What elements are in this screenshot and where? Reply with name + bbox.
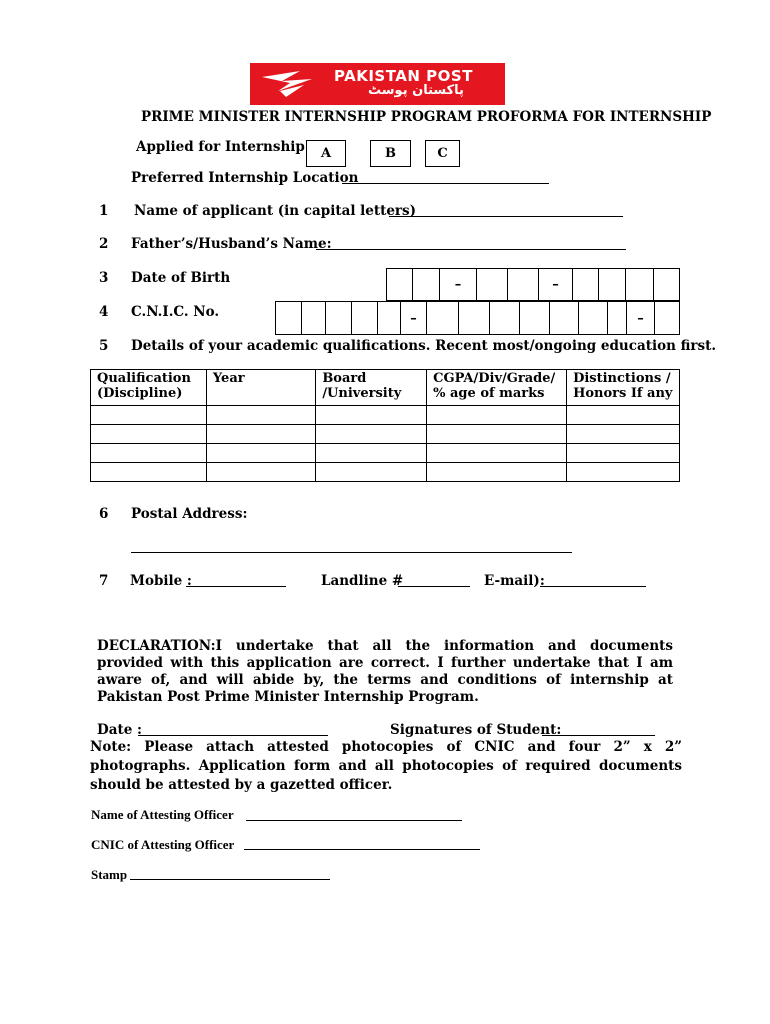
father-name-input-line[interactable] bbox=[316, 249, 626, 250]
attesting-cnic-label: CNIC of Attesting Officer bbox=[91, 837, 235, 852]
dob-digit-box[interactable] bbox=[653, 268, 680, 301]
header-cgpa: CGPA/Div/Grade/ % age of marks bbox=[427, 370, 567, 406]
date-label: Date : bbox=[97, 722, 142, 738]
field-number-4: 4 bbox=[99, 304, 109, 320]
table-cell[interactable] bbox=[206, 406, 315, 425]
father-name-label: Father’s/Husband’s Name: bbox=[131, 236, 332, 252]
table-row[interactable] bbox=[91, 444, 680, 463]
dob-digit-box[interactable] bbox=[507, 268, 539, 301]
option-a-box[interactable]: A bbox=[306, 140, 346, 167]
academic-label: Details of your academic qualifications. Recent most/ongoing education first. bbox=[131, 338, 717, 354]
location-label: Preferred Internship Location bbox=[131, 170, 359, 186]
table-cell[interactable] bbox=[91, 444, 207, 463]
field-number-1: 1 bbox=[99, 203, 109, 219]
dob-digit-box[interactable] bbox=[476, 268, 508, 301]
stamp-input-line[interactable] bbox=[130, 879, 330, 880]
option-b-box[interactable]: B bbox=[370, 140, 411, 167]
field-number-6: 6 bbox=[99, 506, 109, 522]
mobile-input-line[interactable] bbox=[186, 586, 286, 587]
cnic-digit-box[interactable] bbox=[275, 301, 302, 335]
note-text: Note: Please attach attested photocopies of CNIC and four 2” x 2” photographs. Application form and all photocopies of required documents should be attested by a gazetted officer. bbox=[90, 739, 682, 793]
cnic-digit-box[interactable] bbox=[377, 301, 401, 335]
date-input-line[interactable] bbox=[138, 735, 328, 736]
table-cell[interactable] bbox=[91, 406, 207, 425]
name-label: Name of applicant (in capital letters) bbox=[134, 203, 417, 219]
header-year: Year bbox=[206, 370, 315, 406]
cnic-digit-box[interactable] bbox=[325, 301, 352, 335]
table-header-row bbox=[91, 370, 680, 406]
cnic-digit-box[interactable] bbox=[458, 301, 490, 335]
header-board: Board /University bbox=[316, 370, 427, 406]
field-number-3: 3 bbox=[99, 270, 109, 286]
dob-separator-box: – bbox=[439, 268, 477, 301]
cnic-digit-box[interactable] bbox=[578, 301, 608, 335]
landline-input-line[interactable] bbox=[398, 586, 470, 587]
landline-label: Landline # bbox=[321, 573, 404, 589]
option-c-box[interactable]: C bbox=[425, 140, 460, 167]
email-label: E-mail): bbox=[484, 573, 545, 589]
table-cell[interactable] bbox=[91, 463, 207, 482]
table-row[interactable] bbox=[91, 406, 680, 425]
table-cell[interactable] bbox=[567, 463, 680, 482]
table-cell[interactable] bbox=[316, 406, 427, 425]
signature-input-line[interactable] bbox=[542, 735, 655, 736]
header-qualification: Qualification (Discipline) bbox=[91, 370, 207, 406]
dob-separator-box: – bbox=[538, 268, 573, 301]
cnic-digit-box[interactable] bbox=[301, 301, 326, 335]
field-number-7: 7 bbox=[99, 573, 109, 589]
qualifications-table bbox=[90, 369, 680, 482]
table-cell[interactable] bbox=[316, 463, 427, 482]
name-input-line[interactable] bbox=[389, 216, 623, 217]
cnic-separator-box: – bbox=[626, 301, 655, 335]
dob-digit-box[interactable] bbox=[572, 268, 599, 301]
table-cell[interactable] bbox=[316, 425, 427, 444]
bird-icon bbox=[260, 69, 318, 99]
signature-label: Signatures of Student: bbox=[390, 722, 562, 738]
table-cell[interactable] bbox=[316, 444, 427, 463]
cnic-digit-box[interactable] bbox=[654, 301, 680, 335]
cnic-digit-box[interactable] bbox=[351, 301, 378, 335]
cnic-label: C.N.I.C. No. bbox=[131, 304, 220, 320]
cnic-digit-box[interactable] bbox=[489, 301, 520, 335]
cnic-digit-box[interactable] bbox=[607, 301, 627, 335]
email-input-line[interactable] bbox=[540, 586, 646, 587]
attesting-cnic-input-line[interactable] bbox=[244, 849, 480, 850]
postal-input-line[interactable] bbox=[131, 552, 572, 553]
table-cell[interactable] bbox=[567, 406, 680, 425]
table-cell[interactable] bbox=[567, 425, 680, 444]
postal-label: Postal Address: bbox=[131, 506, 248, 522]
dob-digit-box[interactable] bbox=[598, 268, 626, 301]
table-cell[interactable] bbox=[427, 406, 567, 425]
mobile-label: Mobile : bbox=[130, 573, 192, 589]
dob-digit-box[interactable] bbox=[625, 268, 654, 301]
table-row[interactable] bbox=[91, 425, 680, 444]
header-distinctions: Distinctions / Honors If any bbox=[567, 370, 680, 406]
table-cell[interactable] bbox=[567, 444, 680, 463]
logo-text-english: PAKISTAN POST bbox=[334, 67, 473, 85]
applied-label: Applied for Internship bbox=[136, 139, 305, 155]
table-cell[interactable] bbox=[427, 444, 567, 463]
form-title: PRIME MINISTER INTERNSHIP PROGRAM PROFORMA FOR INTERNSHIP bbox=[141, 109, 712, 125]
dob-digit-box[interactable] bbox=[412, 268, 440, 301]
table-cell[interactable] bbox=[206, 444, 315, 463]
location-input-line[interactable] bbox=[342, 183, 549, 184]
pakistan-post-logo bbox=[250, 63, 505, 105]
table-cell[interactable] bbox=[427, 463, 567, 482]
stamp-label: Stamp bbox=[91, 867, 128, 882]
logo-text-urdu: پاکستان پوسٹ bbox=[368, 83, 464, 98]
cnic-digit-box[interactable] bbox=[426, 301, 459, 335]
attesting-name-label: Name of Attesting Officer bbox=[91, 807, 234, 822]
table-row[interactable] bbox=[91, 463, 680, 482]
table-cell[interactable] bbox=[91, 425, 207, 444]
attesting-name-input-line[interactable] bbox=[246, 820, 462, 821]
cnic-separator-box: – bbox=[400, 301, 427, 335]
dob-digit-box[interactable] bbox=[386, 268, 413, 301]
field-number-2: 2 bbox=[99, 236, 109, 252]
declaration-text: DECLARATION:I undertake that all the information and documents provided with this application are correct. I further undertake that I am aware of, and will abide by, the terms and conditions of internship at Pakistan Post Prime Minister Internship Program. bbox=[97, 638, 673, 705]
cnic-digit-box[interactable] bbox=[519, 301, 550, 335]
table-cell[interactable] bbox=[206, 425, 315, 444]
table-cell[interactable] bbox=[206, 463, 315, 482]
field-number-5: 5 bbox=[99, 338, 109, 354]
dob-label: Date of Birth bbox=[131, 270, 231, 286]
cnic-digit-box[interactable] bbox=[549, 301, 579, 335]
table-cell[interactable] bbox=[427, 425, 567, 444]
